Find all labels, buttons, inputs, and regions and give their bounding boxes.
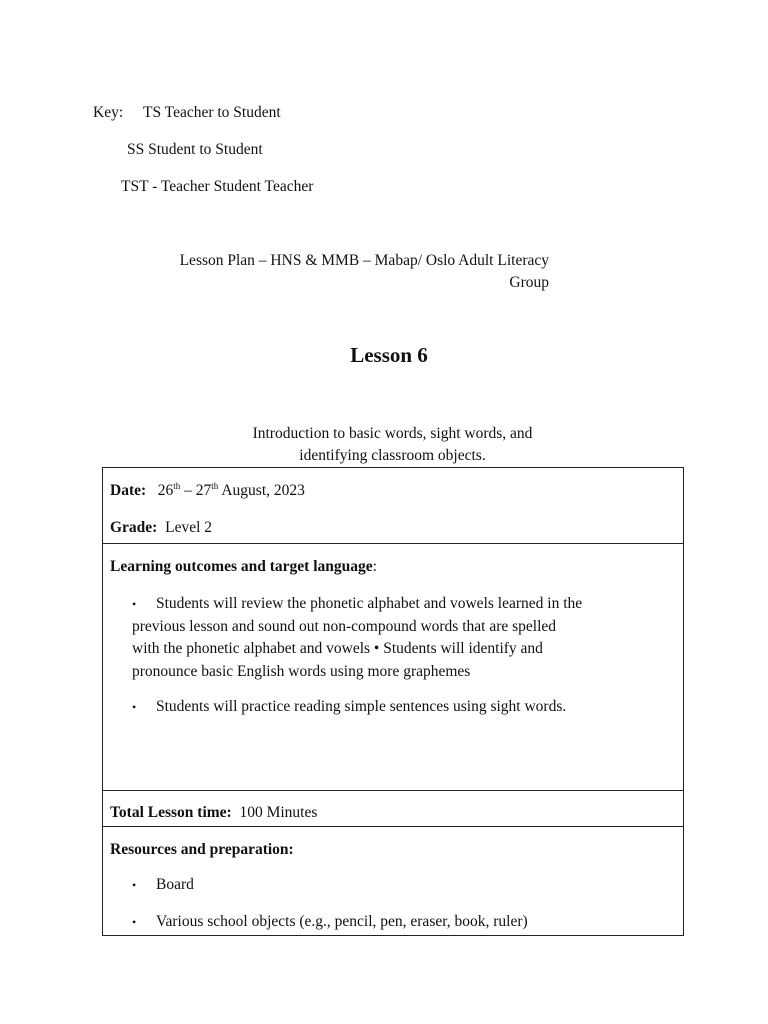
date-end-day: 27 <box>195 482 212 499</box>
lesson-plan-title-line-2: Group <box>509 274 549 291</box>
resource-item-1 <box>132 876 194 894</box>
resources-heading <box>110 841 294 859</box>
lesson-intro-line-1: Introduction to basic words, sight words, and <box>252 425 533 442</box>
lesson-time-label: Total Lesson time: <box>110 804 232 821</box>
date-dash: – <box>184 482 192 499</box>
outcome-item-1-text-1: Students will review the phonetic alphabet and vowels learned in the <box>156 595 583 612</box>
outcome-item-2 <box>132 698 566 716</box>
lesson-intro-line-2: identifying classroom objects. <box>299 447 486 464</box>
learning-outcomes-cell <box>103 544 683 791</box>
date-start <box>158 482 181 499</box>
bullet-icon: • <box>132 915 137 929</box>
date-row <box>110 482 305 500</box>
grade-value: Level 2 <box>165 519 213 536</box>
date-month-year: August, 2023 <box>221 482 305 499</box>
outcome-item-1-line-3: with the phonetic alphabet and vowels • Students will identify and <box>132 640 543 657</box>
bullet-icon: • <box>132 700 137 714</box>
lesson-time-cell <box>103 791 683 827</box>
date-end-suffix: th <box>211 480 219 491</box>
lesson-heading: Lesson 6 <box>350 343 428 367</box>
date-grade-cell <box>103 468 683 544</box>
key-tst-entry: TST - Teacher Student Teacher <box>121 178 314 195</box>
date-start-day: 26 <box>157 482 174 499</box>
lesson-plan-title <box>100 250 549 294</box>
outcomes-label: Learning outcomes and target language <box>110 558 373 575</box>
outcome-item-1-line-2: previous lesson and sound out non-compound words that are spelled <box>132 617 557 635</box>
outcome-item-1-line-4: pronounce basic English words using more graphemes <box>132 662 471 680</box>
key-label: Key: <box>93 104 124 121</box>
bullet-icon: • <box>132 878 137 892</box>
bullet-icon: • <box>132 597 137 611</box>
resource-item-2-text: Various school objects (e.g., pencil, pen, eraser, book, ruler) <box>156 913 528 930</box>
lesson-intro <box>200 423 585 467</box>
lesson-plan-table <box>102 467 684 936</box>
resources-label: Resources and preparation: <box>110 841 294 858</box>
date-end <box>196 482 219 499</box>
outcomes-colon: : <box>372 558 377 575</box>
resource-item-2 <box>132 913 528 931</box>
outcome-item-2-text: Students will practice reading simple sentences using sight words. <box>156 698 567 715</box>
outcome-item-1 <box>132 593 672 683</box>
resource-item-1-text: Board <box>156 876 194 893</box>
outcomes-heading <box>110 558 377 576</box>
lesson-time-row <box>110 804 317 822</box>
grade-row <box>110 519 212 537</box>
resources-cell <box>103 827 683 937</box>
date-label: Date: <box>110 482 147 499</box>
date-start-suffix: th <box>173 480 181 491</box>
key-ts-entry: TS Teacher to Student <box>143 104 281 121</box>
lesson-time-value: 100 Minutes <box>239 804 318 821</box>
outcome-item-1-line-1 <box>132 593 672 616</box>
lesson-plan-title-line-1: Lesson Plan – HNS & MMB – Mabap/ Oslo Adult Literacy <box>179 252 549 269</box>
grade-label: Grade: <box>110 519 158 536</box>
key-ss-entry: SS Student to Student <box>127 141 263 158</box>
